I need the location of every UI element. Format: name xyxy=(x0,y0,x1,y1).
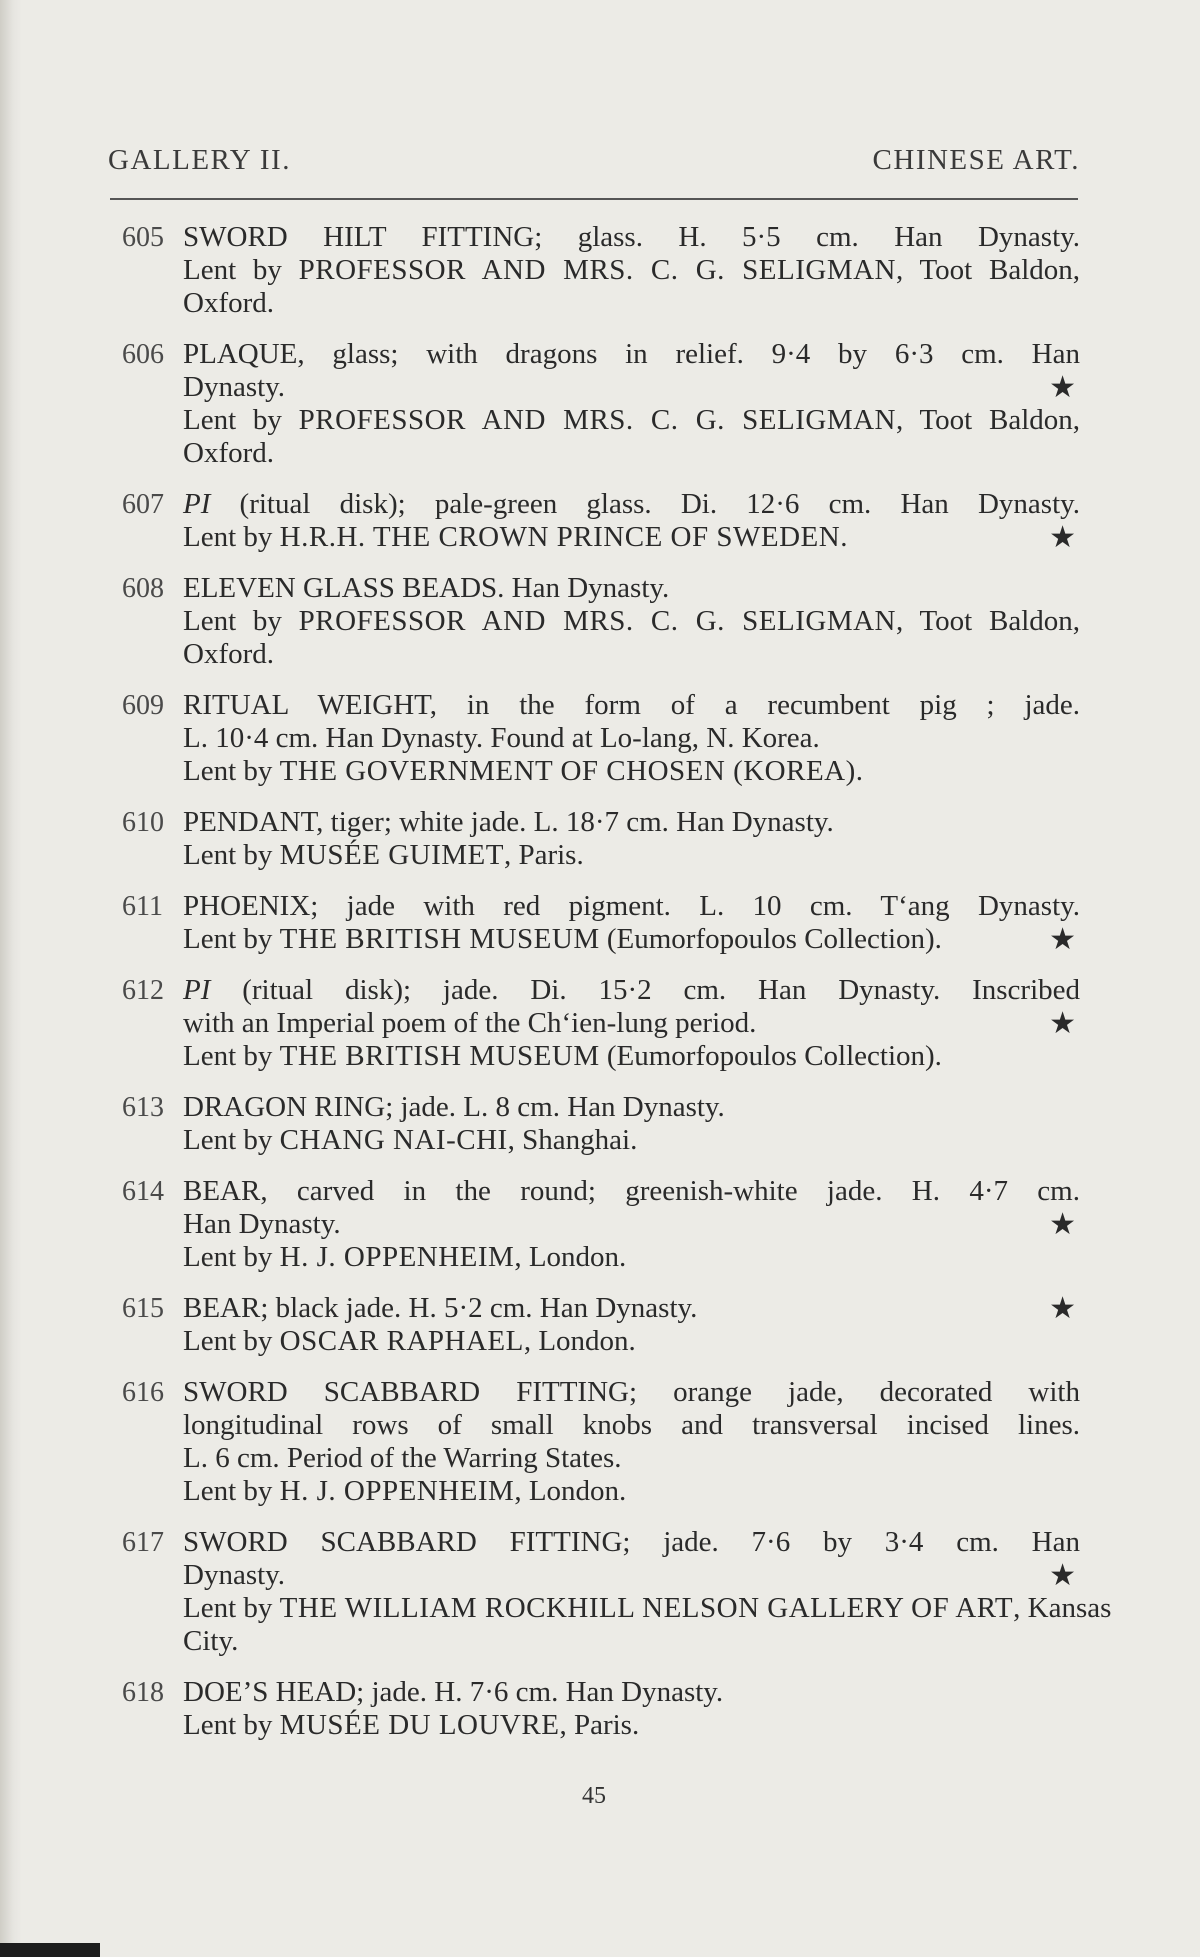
entry-number: 618 xyxy=(122,1677,164,1708)
catalogue-entries xyxy=(108,221,1112,1760)
entry-description: PENDANT, tiger; white jade. L. 18·7 cm. Han Dynasty. xyxy=(183,806,834,838)
entry-description-cont: L. 6 cm. Period of the Warring States. xyxy=(183,1442,622,1474)
entry-description-cont: Han Dynasty. ★ xyxy=(183,1208,1076,1241)
entry-lender: Lent by PROFESSOR AND MRS. C. G. SELIGMAN, Toot Baldon, xyxy=(183,605,1080,637)
star-icon: ★ xyxy=(1049,521,1076,554)
entry-number: 615 xyxy=(122,1293,164,1324)
entry-lender: Lent by THE GOVERNMENT OF CHOSEN (KOREA). xyxy=(183,755,864,787)
catalogue-entry-617 xyxy=(108,1526,1112,1658)
catalogue-entry-612 xyxy=(108,974,1080,1073)
entry-lender-cont: Oxford. xyxy=(183,287,275,319)
catalogue-entry-608 xyxy=(108,572,1080,671)
running-header xyxy=(108,144,1080,177)
entry-description-cont: Dynasty. ★ xyxy=(183,371,1076,404)
entry-lender: Lent by THE BRITISH MUSEUM (Eumorfopoulos Collection). xyxy=(183,1040,942,1072)
entry-number: 605 xyxy=(122,222,164,253)
catalogue-entry-606 xyxy=(108,338,1080,470)
page-binding-edge xyxy=(0,0,22,1957)
entry-number: 617 xyxy=(122,1527,164,1558)
entry-number: 609 xyxy=(122,690,164,721)
entry-lender-cont: Oxford. xyxy=(183,638,275,670)
catalogue-entry-605 xyxy=(108,221,1080,320)
entry-lender: Lent by OSCAR RAPHAEL, London. xyxy=(183,1325,636,1357)
catalogue-page xyxy=(108,0,1112,1957)
entry-description: RITUAL WEIGHT, in the form of a recumbent pig ; jade. xyxy=(183,689,1080,721)
entry-lender: Lent by THE WILLIAM ROCKHILL NELSON GALLERY OF ART, Kansas xyxy=(183,1592,1112,1624)
entry-number: 616 xyxy=(122,1377,164,1408)
entry-number: 611 xyxy=(122,891,163,922)
star-icon: ★ xyxy=(1049,1007,1076,1040)
entry-lender: Lent by CHANG NAI-CHI, Shanghai. xyxy=(183,1124,638,1156)
catalogue-entry-616 xyxy=(108,1376,1080,1508)
entry-description-cont: with an Imperial poem of the Ch‘ien-lung period. ★ xyxy=(183,1007,1076,1040)
catalogue-entry-615 xyxy=(108,1292,1080,1358)
catalogue-entry-610 xyxy=(108,806,1080,872)
catalogue-entry-607 xyxy=(108,488,1080,554)
entry-lender: Lent by THE BRITISH MUSEUM (Eumorfopoulos Collection). ★ xyxy=(183,923,1076,956)
entry-description: PLAQUE, glass; with dragons in relief. 9·4 by 6·3 cm. Han xyxy=(183,338,1080,370)
entry-lender: Lent by H. J. OPPENHEIM, London. xyxy=(183,1241,627,1273)
entry-description-cont: longitudinal rows of small knobs and transversal incised lines. xyxy=(183,1409,1080,1441)
entry-lender-cont: Oxford. xyxy=(183,437,275,469)
entry-lender: Lent by PROFESSOR AND MRS. C. G. SELIGMAN, Toot Baldon, xyxy=(183,404,1080,436)
entry-number: 606 xyxy=(122,339,164,370)
entry-lender-cont: City. xyxy=(183,1625,239,1657)
header-section: CHINESE ART. xyxy=(872,144,1080,176)
entry-lender: Lent by H. J. OPPENHEIM, London. xyxy=(183,1475,627,1507)
entry-description: PI (ritual disk); pale-green glass. Di. 12·6 cm. Han Dynasty. xyxy=(183,488,1080,520)
entry-lender: Lent by PROFESSOR AND MRS. C. G. SELIGMAN, Toot Baldon, xyxy=(183,254,1080,286)
entry-description: PI (ritual disk); jade. Di. 15·2 cm. Han Dynasty. Inscribed xyxy=(183,974,1080,1006)
header-gallery: GALLERY II. xyxy=(108,144,291,176)
entry-number: 612 xyxy=(122,975,164,1006)
page-number: 45 xyxy=(582,1783,606,1809)
entry-lender: Lent by MUSÉE GUIMET, Paris. xyxy=(183,839,584,871)
entry-number: 613 xyxy=(122,1092,164,1123)
star-icon: ★ xyxy=(1049,1559,1076,1592)
entry-number: 610 xyxy=(122,807,164,838)
entry-description: DOE’S HEAD; jade. H. 7·6 cm. Han Dynasty. xyxy=(183,1676,724,1708)
entry-description: BEAR, carved in the round; greenish-white jade. H. 4·7 cm. xyxy=(183,1175,1080,1207)
star-icon: ★ xyxy=(1049,1292,1076,1325)
corner-mark xyxy=(0,1943,100,1957)
star-icon: ★ xyxy=(1049,371,1076,404)
catalogue-entry-614 xyxy=(108,1175,1080,1274)
catalogue-entry-613 xyxy=(108,1091,1080,1157)
entry-description: BEAR; black jade. H. 5·2 cm. Han Dynasty. ★ xyxy=(183,1292,1076,1325)
entry-lender: Lent by H.R.H. THE CROWN PRINCE OF SWEDEN. ★ xyxy=(183,521,1076,554)
catalogue-entry-611 xyxy=(108,890,1080,956)
entry-number: 607 xyxy=(122,489,164,520)
entry-description-cont: L. 10·4 cm. Han Dynasty. Found at Lo-lang, N. Korea. xyxy=(183,722,820,754)
header-rule xyxy=(110,198,1078,200)
entry-description: SWORD SCABBARD FITTING; jade. 7·6 by 3·4 cm. Han xyxy=(183,1526,1080,1558)
entry-description-cont: Dynasty. ★ xyxy=(183,1559,1076,1592)
entry-description: DRAGON RING; jade. L. 8 cm. Han Dynasty. xyxy=(183,1091,725,1123)
entry-number: 614 xyxy=(122,1176,164,1207)
star-icon: ★ xyxy=(1049,1208,1076,1241)
entry-description: PHOENIX; jade with red pigment. L. 10 cm. T‘ang Dynasty. xyxy=(183,890,1080,922)
catalogue-entry-618 xyxy=(108,1676,1080,1742)
entry-description: SWORD HILT FITTING; glass. H. 5·5 cm. Han Dynasty. xyxy=(183,221,1080,253)
entry-lender: Lent by MUSÉE DU LOUVRE, Paris. xyxy=(183,1709,640,1741)
entry-description: ELEVEN GLASS BEADS. Han Dynasty. xyxy=(183,572,670,604)
catalogue-entry-609 xyxy=(108,689,1080,788)
star-icon: ★ xyxy=(1049,923,1076,956)
entry-description: SWORD SCABBARD FITTING; orange jade, decorated with xyxy=(183,1376,1080,1408)
entry-number: 608 xyxy=(122,573,164,604)
